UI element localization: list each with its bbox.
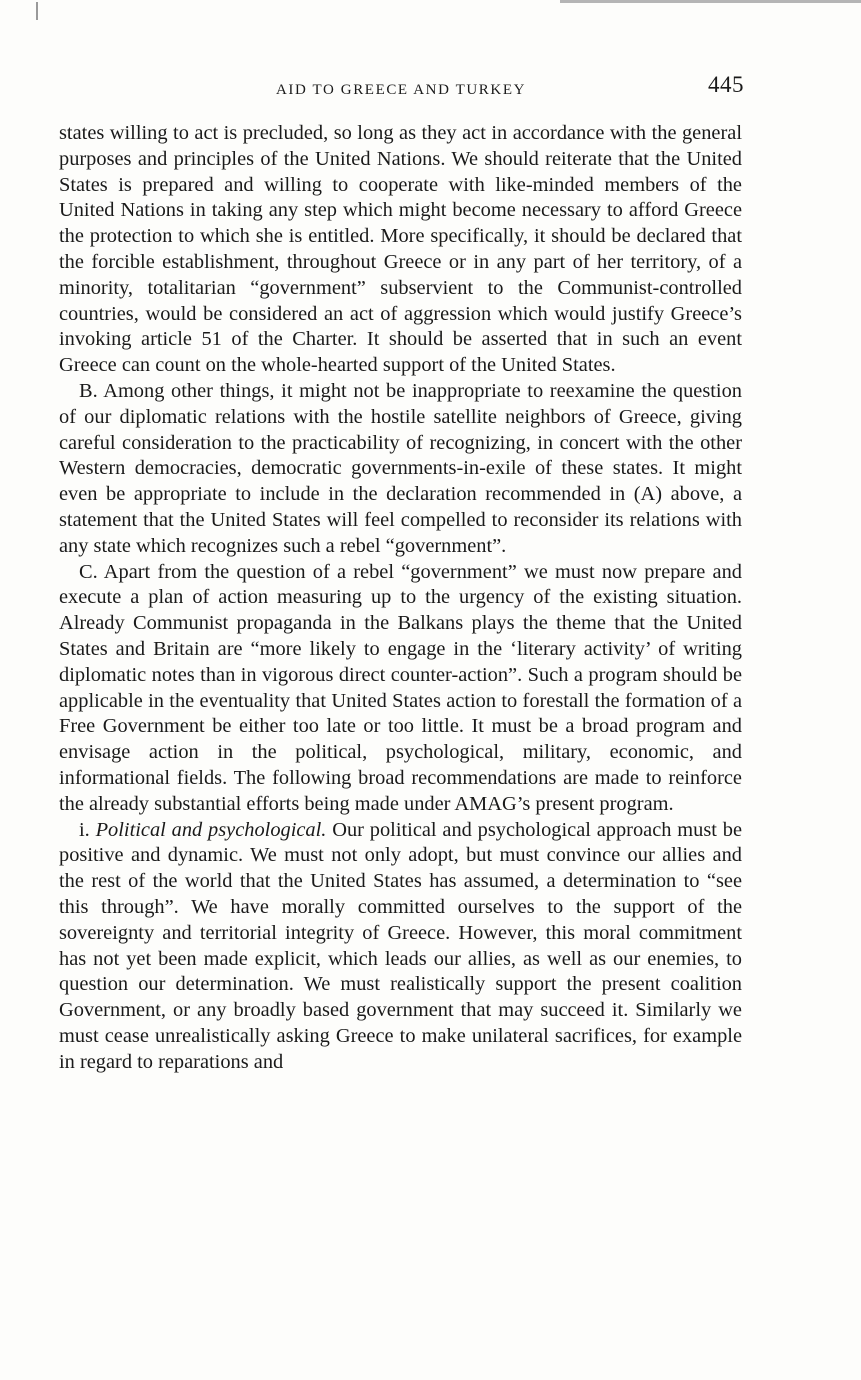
paragraph-i-text: Our political and psychological approach must be positive and dynamic. We must not only adopt, but must convince our allies and the rest of the world that the United States has assumed, a determination to “see this through”. We have morally committed ourselves to the support of the sovereignty and territorial integrity of Greece. However, this moral commitment has not yet been made explicit, which leads our allies, as well as our enemies, to question our determination. We must realistically support the present coalition Government, or any broadly based government that may succeed it. Similarly we must cease unrealistically asking Greece to make unilateral sacrifices, for example in regard to reparations and [59,818,742,1073]
paragraph-b: B. Among other things, it might not be inappropriate to reexamine the question of our diplomatic relations with the hostile satellite neighbors of Greece, giving careful consideration to the practicability of recognizing, in concert with the other Western democracies, democratic governments-in-exile of these states. It might even be appropriate to include in the declaration recommended in (A) above, a statement that the United States will feel compelled to reconsider its relations with any state which recognizes such a rebel “government”. [59,379,742,557]
scan-top-edge-rule [560,0,861,3]
scan-margin-mark [36,2,38,20]
paragraph-c: C. Apart from the question of a rebel “government” we must now prepare and execute a plan of action measuring up to the urgency of the existing situation. Already Communist propaganda in the Balkans plays the theme that the United States and Britain are “more likely to engage in the ‘literary activity’ of writing diplomatic notes than in vigorous direct counter-action”. Such a program should be applicable in the eventuality that United States action to forestall the formation of a Free Government be either too late or too little. It must be a broad program and envisage action in the political, psychological, military, economic, and informational fields. The following broad recommendations are made to reinforce the already substantial efforts being made under AMAG’s present program. [59,560,742,815]
running-title: AID TO GREECE AND TURKEY [275,82,527,98]
page-number: 445 [708,72,744,97]
paragraph-i [59,818,742,1076]
running-head [58,72,744,102]
paragraph-i-label: i. [79,818,90,841]
paragraph-i-heading: Political and psychological. [95,818,327,841]
paragraph-continuation: states willing to act is precluded, so long as they act in accordance with the general purposes and principles of the United Nations. We should reiterate that the United States is prepared and willing to cooperate with like-minded members of the United Nations in taking any step which might become necessary to afford Greece the protection to which she is entitled. More specifically, it should be declared that the forcible establishment, throughout Greece or in any part of her territory, of a minority, totalitarian “government” subservient to the Communist-controlled countries, would be considered an act of aggression which would justify Greece’s invoking article 51 of the Charter. It should be asserted that in such an event Greece can count on the whole-hearted support of the United States. [59,122,742,377]
body-text [59,121,742,1075]
